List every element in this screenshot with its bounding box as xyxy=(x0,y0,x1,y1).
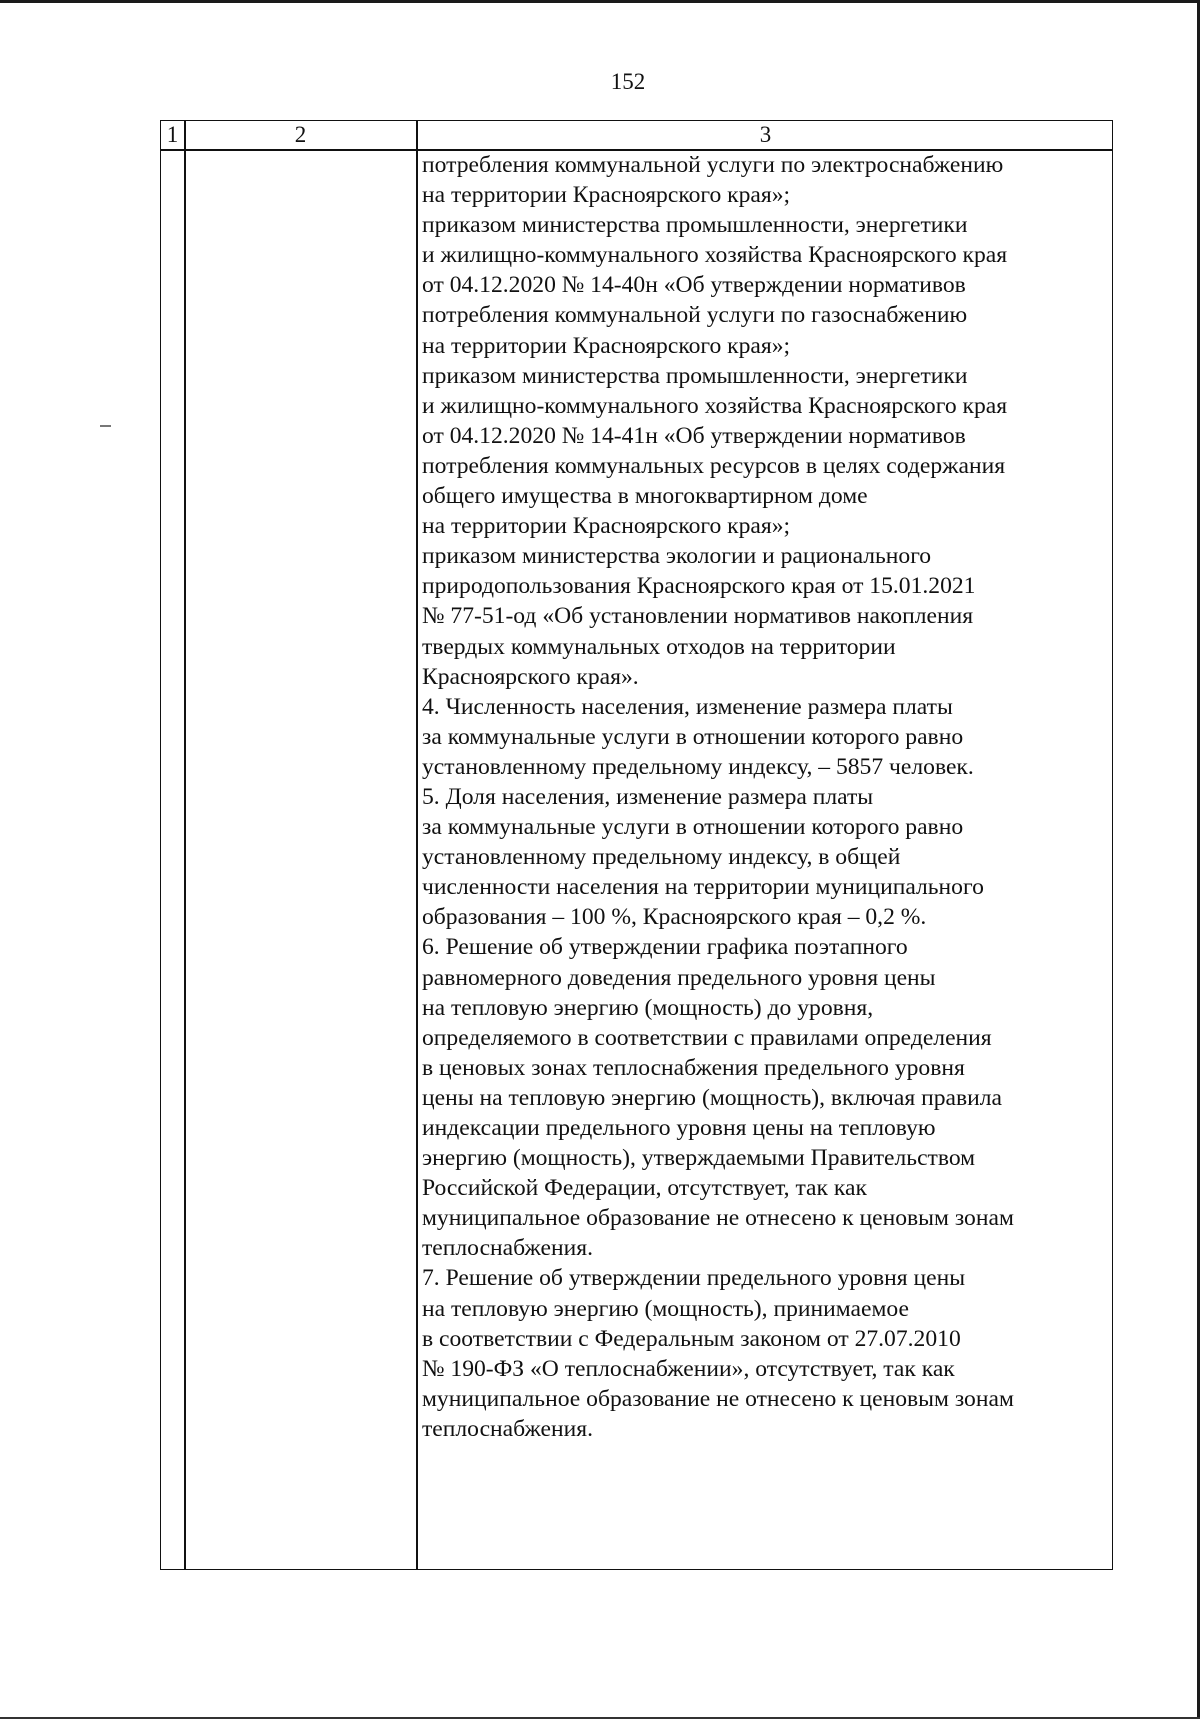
scan-edge-top xyxy=(0,0,1200,3)
text-line: потребления коммунальных ресурсов в целях содержания xyxy=(422,452,1006,479)
text-line: муниципальное образование не отнесено к ценовым зонам xyxy=(422,1385,1014,1412)
text-line: общего имущества в многоквартирном доме xyxy=(422,483,868,510)
text-line: энергию (мощность), утверждаемыми Правительством xyxy=(422,1145,976,1172)
text-line: на территории Красноярского края»; xyxy=(422,332,791,359)
document-table xyxy=(160,120,1113,1570)
text-line: за коммунальные услуги в отношении которого равно xyxy=(422,723,964,750)
text-line: образования – 100 %, Красноярского края – 0,2 %. xyxy=(422,904,927,931)
text-line: 4. Численность населения, изменение размера платы xyxy=(422,693,953,720)
text-line: природопользования Красноярского края от 15.01.2021 xyxy=(422,573,976,600)
text-line: теплоснабжения. xyxy=(422,1415,594,1442)
text-line: 7. Решение об утверждении предельного уровня цены xyxy=(422,1265,966,1292)
column-divider-2 xyxy=(416,121,418,1569)
text-line: цены на тепловую энергию (мощность), включая правила xyxy=(422,1084,1003,1111)
text-line: на территории Красноярского края»; xyxy=(422,182,791,209)
text-line: потребления коммунальной услуги по газоснабжению xyxy=(422,302,968,329)
text-line: № 190-ФЗ «О теплоснабжении», отсутствует, так как xyxy=(422,1355,955,1382)
text-line: № 77-51-од «Об установлении нормативов накопления xyxy=(422,603,974,630)
text-line: и жилищно-коммунального хозяйства Красноярского края xyxy=(422,392,1008,419)
text-line: твердых коммунальных отходов на территории xyxy=(422,633,896,660)
text-line: численности населения на территории муниципального xyxy=(422,874,984,901)
text-line: от 04.12.2020 № 14-40н «Об утверждении нормативов xyxy=(422,272,966,299)
margin-mark xyxy=(100,425,111,427)
text-line: Российской Федерации, отсутствует, так как xyxy=(422,1175,867,1202)
text-line: 6. Решение об утверждении графика поэтапного xyxy=(422,934,908,961)
text-line: установленному предельному индексу, – 5857 человек. xyxy=(422,753,974,780)
column-divider-1 xyxy=(184,121,186,1569)
text-line: муниципальное образование не отнесено к ценовым зонам xyxy=(422,1205,1014,1232)
text-line: 5. Доля населения, изменение размера платы xyxy=(422,783,874,810)
column-header-1: 1 xyxy=(166,122,179,147)
text-line: приказом министерства промышленности, энергетики xyxy=(422,362,968,389)
text-line: за коммунальные услуги в отношении которого равно xyxy=(422,814,964,841)
text-line: приказом министерства промышленности, энергетики xyxy=(422,212,968,239)
text-line: на территории Красноярского края»; xyxy=(422,513,791,540)
text-line: на тепловую энергию (мощность), принимаемое xyxy=(422,1295,909,1322)
text-line: потребления коммунальной услуги по электроснабжению xyxy=(422,152,1004,178)
page-number: 152 xyxy=(610,69,646,94)
column-header-3: 3 xyxy=(759,122,772,147)
text-line: в ценовых зонах теплоснабжения предельного уровня xyxy=(422,1054,965,1081)
text-line: в соответствии с Федеральным законом от 27.07.2010 xyxy=(422,1325,961,1352)
text-line: и жилищно-коммунального хозяйства Красноярского края xyxy=(422,242,1008,269)
text-line: теплоснабжения. xyxy=(422,1235,594,1262)
text-line: равномерного доведения предельного уровня цены xyxy=(422,964,936,991)
text-line: индексации предельного уровня цены на тепловую xyxy=(422,1115,936,1141)
column-3-text xyxy=(422,150,1112,1444)
text-line: от 04.12.2020 № 14-41н «Об утверждении нормативов xyxy=(422,422,966,449)
column-header-2: 2 xyxy=(294,122,307,147)
text-line: приказом министерства экологии и рационального xyxy=(422,543,932,570)
text-line: установленному предельному индексу, в общей xyxy=(422,844,901,871)
text-line: определяемого в соответствии с правилами определения xyxy=(422,1024,992,1051)
text-line: на тепловую энергию (мощность) до уровня, xyxy=(422,994,874,1021)
text-line: Красноярского края». xyxy=(422,663,639,690)
